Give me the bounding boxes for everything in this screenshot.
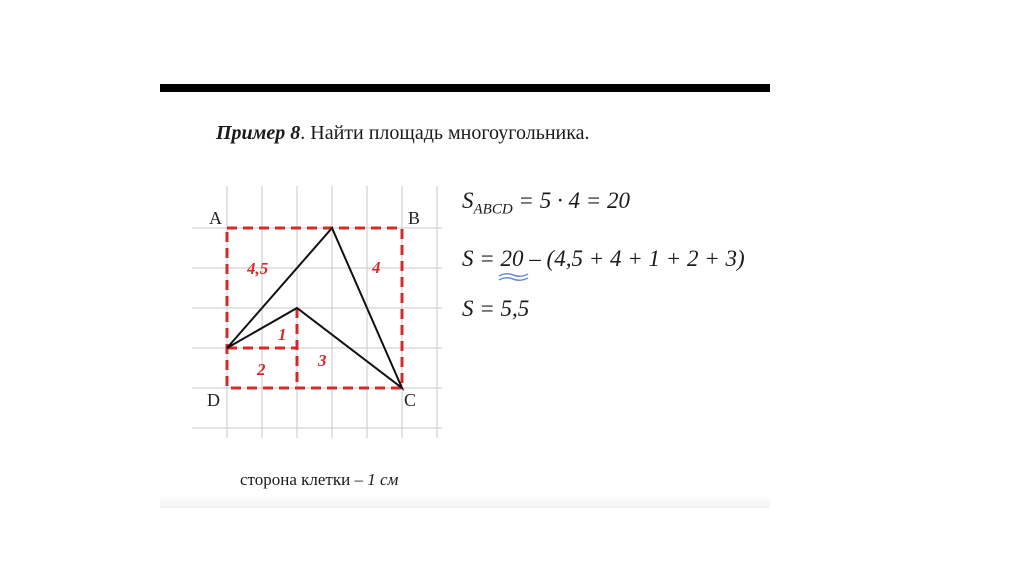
- underline-squiggle: [498, 271, 530, 283]
- region-label-4: 4: [372, 258, 381, 277]
- vertex-label-a: A: [209, 208, 222, 228]
- vertex-label-b: B: [408, 208, 421, 228]
- formula-subscript: ABCD: [473, 201, 513, 218]
- formula-underlined-value: 20: [500, 246, 524, 271]
- region-label-3: 3: [318, 351, 327, 370]
- vertex-label-d: D: [207, 390, 220, 410]
- formula-s: S: [462, 188, 474, 213]
- vertex-label-c: C: [404, 390, 417, 410]
- formula-result: S = 5,5: [462, 296, 530, 321]
- region-label-4-5: 4,5: [247, 259, 269, 278]
- example-task: . Найти площадь многоугольника.: [300, 122, 590, 144]
- region-label-1: 1: [278, 325, 287, 344]
- example-number: Пример 8: [216, 122, 301, 144]
- caption-text: сторона клетки –: [240, 470, 368, 489]
- caption-value: 1 см: [367, 470, 399, 489]
- formula-product: = 5 · 4 = 20: [512, 188, 630, 213]
- formula-subtraction: [462, 246, 745, 272]
- formula-lead: S =: [462, 246, 501, 271]
- region-label-2: 2: [257, 360, 266, 379]
- formula-parts: – (4,5 + 4 + 1 + 2 + 3): [523, 246, 745, 271]
- cell-size-caption: [240, 470, 398, 490]
- formula-rectangle-area: [462, 188, 630, 219]
